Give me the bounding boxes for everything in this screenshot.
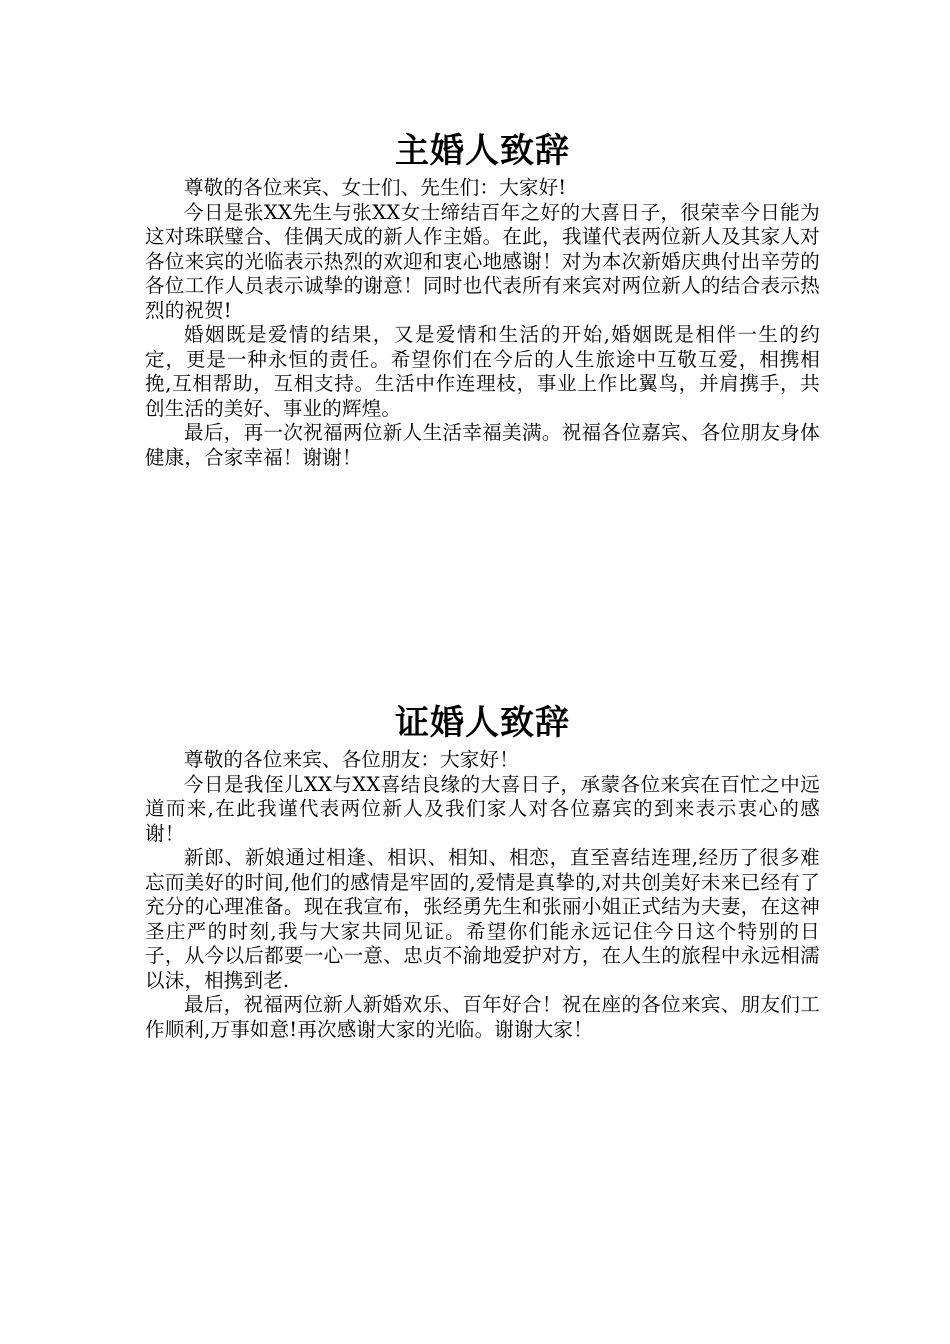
host-speech-closing: 最后，再一次祝福两位新人生活幸福美满。祝福各位嘉宾、各位朋友身体健康，合家幸福！谢谢！	[145, 421, 820, 469]
witness-speech-section	[145, 698, 820, 1042]
witness-speech-paragraph: 今日是我侄儿XX与XX喜结良缘的大喜日子，承蒙各位来宾在百忙之中远道而来,在此我谨代表两位新人及我们家人对各位嘉宾的到来表示衷心的感谢！	[145, 772, 820, 845]
host-speech-title: 主婚人致辞	[395, 131, 570, 171]
witness-speech-greeting: 尊敬的各位来宾、各位朋友：大家好！	[184, 748, 519, 771]
host-speech-greeting: 尊敬的各位来宾、女士们、先生们：大家好!	[184, 176, 567, 199]
host-speech-paragraph: 今日是张XX先生与张XX女士缔结百年之好的大喜日子，很荣幸今日能为这对珠联璧合、佳偶天成的新人作主婚。在此，我谨代表两位新人及其家人对各位来宾的光临表示热烈的欢迎和衷心地感谢！对为本次新婚庆典付出辛劳的各位工作人员表示诚挚的谢意！同时也代表所有来宾对两位新人的结合表示热烈的祝贺!	[145, 200, 820, 322]
witness-speech-closing: 最后，祝福两位新人新婚欢乐、百年好合！祝在座的各位来宾、朋友们工作顺利,万事如意!再次感谢大家的光临。谢谢大家！	[145, 993, 820, 1041]
host-speech-paragraph: 婚姻既是爱情的结果，又是爱情和生活的开始,婚姻既是相伴一生的约定，更是一种永恒的责任。希望你们在今后的人生旅途中互敬互爱，相携相挽,互相帮助，互相支持。生活中作连理枝，事业上作比翼鸟，并肩携手，共创生活的美好、事业的辉煌。	[145, 323, 820, 420]
witness-speech-paragraph: 新郎、新娘通过相逢、相识、相知、相恋，直至喜结连理,经历了很多难忘而美好的时间,他们的感情是牢固的,爱情是真挚的,对共创美好未来已经有了充分的心理准备。现在我宣布，张经勇先生和张丽小姐正式结为夫妻，在这神圣庄严的时刻,我与大家共同见证。希望你们能永远记住今日这个特别的日子，从今以后都要一心一意、忠贞不渝地爱护对方，在人生的旅程中永远相濡以沫，相携到老.	[145, 846, 820, 992]
host-speech-section	[145, 126, 820, 470]
witness-speech-title: 证婚人致辞	[395, 703, 570, 743]
